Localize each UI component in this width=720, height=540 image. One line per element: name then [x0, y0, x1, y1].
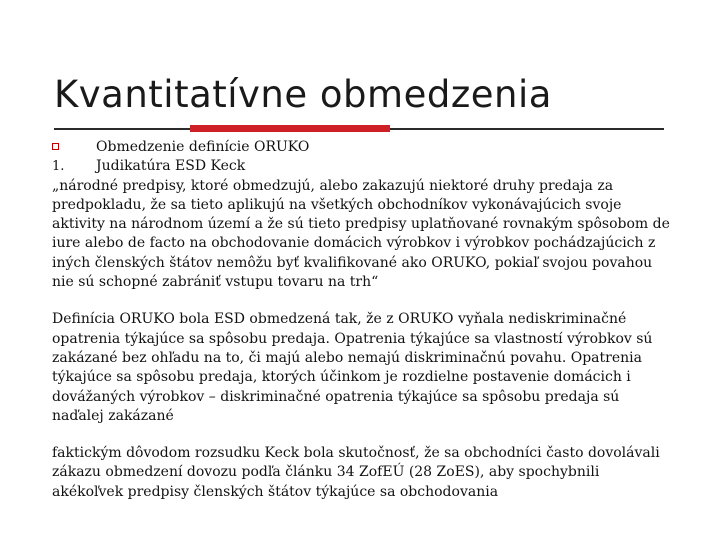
- slide-content: [52, 138, 672, 502]
- bullet-text-2: Judikatúra ESD Keck: [96, 158, 246, 175]
- number-marker: 1.: [52, 159, 65, 175]
- spacer: [52, 292, 672, 310]
- keck-quote: „národné predpisy, ktoré obmedzujú, alebo zakazujú niektoré druhy predaja za predpokladu, že sa tieto aplikujú na všetkých obchodníkov vykonávajúcich svoje aktivity na národnom území a že sú tieto predpisy uplatňované rovnakým spôsobom de iure alebo de facto na obchodovanie domácich výrobkov i výrobkov pochádzajúcich z iných členských štátov nemôžu byť kvalifikované ako ORUKO, pokiaľ svojou povahou nie sú schopné zabrániť vstupu tovaru na trh“: [52, 177, 670, 291]
- bullet-item-1: [52, 138, 672, 157]
- paragraph-definition: Definícia ORUKO bola ESD obmedzená tak, že z ORUKO vyňala nediskriminačné opatrenia týkajúce sa spôsobu predaja. Opatrenia týkajúce sa vlastností výrobkov sú zakázané bez ohľadu na to, či majú alebo nemajú diskriminačnú povahu. Opatrenia týkajúce sa spôsobu predaja, ktorých účinkom je rozdielne postavenie domácich i dovážaných výrobkov – diskriminačné opatrenia týkajúce sa spôsobu predaja sú naďalej zakázané: [52, 311, 653, 424]
- bullet-text-1: Obmedzenie definície ORUKO: [96, 139, 310, 155]
- bullet-item-2: [52, 157, 672, 176]
- square-bullet-icon: [52, 143, 59, 150]
- title-accent-bar: [190, 125, 390, 132]
- spacer: [52, 426, 672, 444]
- paragraph-reason: faktickým dôvodom rozsudku Keck bola skutočnosť, že sa obchodníci často dovolávali zákazu obmedzení dovozu podľa článku 34 ZofEÚ (28 ZoES), aby spochybnili akékoľvek predpisy členských štátov týkajúce sa obchodovania: [52, 445, 660, 500]
- slide-title: Kvantitatívne obmedzenia: [54, 73, 552, 116]
